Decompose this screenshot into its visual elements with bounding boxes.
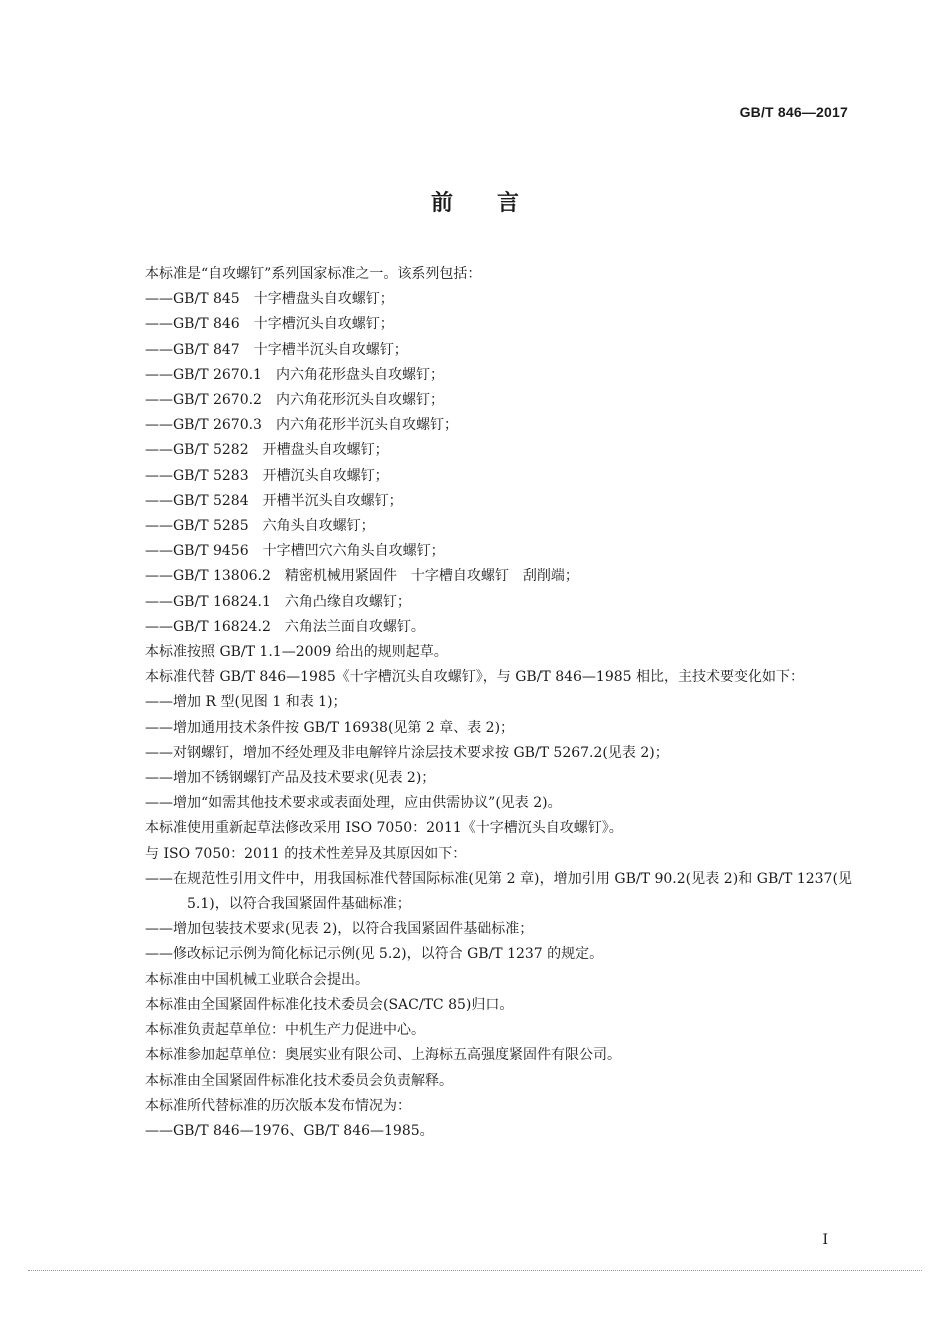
list-item <box>112 489 852 514</box>
changes-list <box>112 690 852 816</box>
std-code: ——GB/T 846 <box>145 316 240 333</box>
std-name: 内六角花形半沉头自攻螺钉； <box>275 417 458 434</box>
std-code: ——GB/T 2670.1 <box>145 366 262 383</box>
list-item <box>112 615 852 640</box>
std-name: 十字槽半沉头自攻螺钉； <box>253 341 408 358</box>
iso-diff-intro: 与 ISO 7050：2011 的技术性差异及其原因如下： <box>145 845 467 862</box>
foreword-body <box>112 262 852 1144</box>
std-code: ——GB/T 9456 <box>145 543 249 560</box>
list-item: ——对钢螺钉，增加不经处理及非电解锌片涂层技术要求按 GB/T 5267.2(见表 2)； <box>145 744 669 761</box>
list-item: ——在规范性引用文件中，用我国标准代替国际标准(见第 2 章)，增加引用 GB/T 90.2(见表 2)和 GB/T 1237(见 5.1)，以符合我国紧固件基础标准； <box>145 870 852 913</box>
std-name: 十字槽沉头自攻螺钉； <box>253 316 394 333</box>
list-item: ——GB/T 846—1976、GB/T 846—1985。 <box>145 1122 434 1139</box>
replacement-intro: 本标准代替 GB/T 846—1985《十字槽沉头自攻螺钉》，与 GB/T 846—1985 相比，主技术要变化如下： <box>145 669 805 686</box>
list-item <box>112 287 852 312</box>
list-item <box>112 438 852 463</box>
std-name: 开槽沉头自攻螺钉； <box>262 467 389 484</box>
std-name: 十字槽凹穴六角头自攻螺钉； <box>262 543 445 560</box>
list-item <box>112 514 852 539</box>
list-item <box>112 312 852 337</box>
history-list <box>112 1119 852 1144</box>
std-code: ——GB/T 845 <box>145 291 240 308</box>
proposed-by: 本标准由中国机械工业联合会提出。 <box>145 971 369 988</box>
std-name: 内六角花形盘头自攻螺钉； <box>275 366 444 383</box>
interpreted-by: 本标准由全国紧固件标准化技术委员会负责解释。 <box>145 1072 453 1089</box>
std-name: 十字槽盘头自攻螺钉； <box>253 291 394 308</box>
list-item: ——修改标记示例为简化标记示例(见 5.2)，以符合 GB/T 1237 的规定。 <box>145 946 604 963</box>
std-code: ——GB/T 2670.2 <box>145 392 262 409</box>
std-code: ——GB/T 16824.2 <box>145 618 271 635</box>
iso-diff-list <box>112 867 852 968</box>
std-code: ——GB/T 13806.2 <box>145 568 271 585</box>
std-code: ——GB/T 2670.3 <box>145 417 262 434</box>
list-item <box>112 413 852 438</box>
list-item <box>112 539 852 564</box>
std-code: ——GB/T 16824.1 <box>145 593 271 610</box>
std-name: 开槽盘头自攻螺钉； <box>262 442 389 459</box>
standard-number: GB/T 846—2017 <box>739 104 848 120</box>
list-item: ——增加包装技术要求(见表 2)，以符合我国紧固件基础标准； <box>145 921 534 938</box>
list-item: ——增加 R 型(见图 1 和表 1)； <box>145 694 347 711</box>
list-item <box>112 564 852 589</box>
drafted-by: 本标准负责起草单位：中机生产力促进中心。 <box>145 1022 425 1039</box>
std-name: 内六角花形沉头自攻螺钉； <box>275 392 444 409</box>
list-item: ——增加不锈钢螺钉产品及技术要求(见表 2)； <box>145 770 436 787</box>
series-intro: 本标准是“自攻螺钉”系列国家标准之一。该系列包括： <box>145 266 482 282</box>
page-title: 前言 <box>430 191 563 216</box>
std-name: 开槽半沉头自攻螺钉； <box>262 492 403 509</box>
std-code: ——GB/T 5283 <box>145 467 249 484</box>
list-item <box>112 388 852 413</box>
std-name: 六角凸缘自攻螺钉； <box>284 593 411 610</box>
series-list <box>112 287 852 640</box>
std-code: ——GB/T 847 <box>145 341 240 358</box>
page-edge-divider <box>28 1270 922 1271</box>
drafting-rule: 本标准按照 GB/T 1.1—2009 给出的规则起草。 <box>145 644 448 661</box>
std-name: 六角法兰面自攻螺钉。 <box>284 618 425 635</box>
list-item <box>112 363 852 388</box>
list-item <box>112 464 852 489</box>
history-intro: 本标准所代替标准的历次版本发布情况为： <box>145 1097 411 1114</box>
list-item: ——增加通用技术条件按 GB/T 16938(见第 2 章、表 2)； <box>145 719 515 736</box>
std-name: 六角头自攻螺钉； <box>262 518 375 535</box>
list-item <box>112 590 852 615</box>
std-code: ——GB/T 5285 <box>145 518 249 535</box>
list-item <box>112 338 852 363</box>
iso-adoption: 本标准使用重新起草法修改采用 ISO 7050：2011《十字槽沉头自攻螺钉》。 <box>145 820 623 837</box>
participants: 本标准参加起草单位：奥展实业有限公司、上海标五高强度紧固件有限公司。 <box>145 1047 621 1064</box>
page-number: I <box>822 1232 828 1248</box>
std-name: 精密机械用紧固件 十字槽自攻螺钉 刮削端； <box>284 568 579 585</box>
std-code: ——GB/T 5282 <box>145 442 249 459</box>
list-item: ——增加“如需其他技术要求或表面处理，应由供需协议”(见表 2)。 <box>145 795 562 812</box>
under-jurisdiction: 本标准由全国紧固件标准化技术委员会(SAC/TC 85)归口。 <box>145 996 514 1013</box>
std-code: ——GB/T 5284 <box>145 492 249 509</box>
